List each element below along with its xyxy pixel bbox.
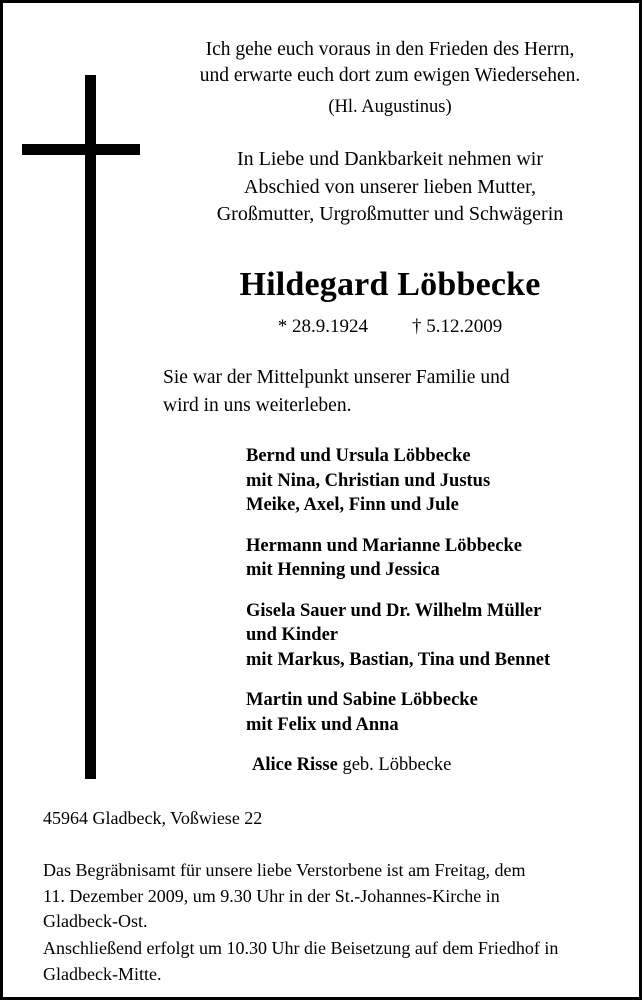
epitaph-quote-line-1: Ich gehe euch voraus in den Frieden des Herrn, <box>205 39 575 60</box>
memorial-line-1: Sie war der Mittelpunkt unserer Familie und <box>163 367 510 388</box>
obituary-inner <box>3 3 639 997</box>
address-text: 45964 Gladbeck, Voßwiese 22 <box>43 808 263 828</box>
intro-line-3: Großmutter, Urgroßmutter und Schwägerin <box>216 203 564 225</box>
cross-icon-vertical <box>85 75 96 779</box>
family-line: Gisela Sauer und Dr. Wilhelm Müller <box>246 600 542 621</box>
epitaph-quote-line-2: und erwarte euch dort zum ewigen Wiedersehen. <box>199 65 581 86</box>
family-group <box>246 444 638 518</box>
burial-line-2: Gladbeck-Mitte. <box>43 963 162 984</box>
family-group <box>246 599 638 673</box>
family-line <box>252 753 638 778</box>
family-line: mit Nina, Christian und Justus <box>246 470 491 491</box>
family-group <box>246 753 638 778</box>
family-member-maiden-name: geb. Löbbecke <box>337 755 452 775</box>
deceased-name: Hildegard Löbbecke <box>239 266 541 303</box>
death-date: † 5.12.2009 <box>412 316 503 337</box>
intro-line-2: Abschied von unserer lieben Mutter, <box>244 175 536 198</box>
family-line: Martin und Sabine Löbbecke <box>246 690 478 710</box>
funeral-line-1: Das Begräbnisamt für unsere liebe Verstorbene ist am Freitag, dem <box>43 860 526 880</box>
memorial-text <box>163 364 633 420</box>
family-list <box>246 444 638 778</box>
family-member-name: Alice Risse <box>252 755 338 775</box>
family-line: Bernd und Ursula Löbbecke <box>246 446 471 466</box>
intro-line-1: In Liebe und Dankbarkeit nehmen wir <box>236 148 543 170</box>
family-line: mit Henning und Jessica <box>246 560 440 580</box>
family-line: mit Felix und Anna <box>246 714 399 735</box>
epitaph-quote-source: (Hl. Augustinus) <box>328 97 452 117</box>
burial-line-1: Anschließend erfolgt um 10.30 Uhr die Beisetzung auf dem Friedhof in <box>43 938 559 958</box>
memorial-line-2: wird in uns weiterleben. <box>163 395 352 416</box>
funeral-service-text <box>43 858 613 935</box>
family-group <box>246 688 638 737</box>
funeral-line-2: 11. Dezember 2009, um 9.30 Uhr in der St.-Johannes-Kirche in <box>43 885 500 906</box>
cross-icon-horizontal <box>22 144 140 155</box>
burial-text <box>43 936 613 987</box>
family-line: Meike, Axel, Finn und Jule <box>246 495 459 515</box>
birth-date: * 28.9.1924 <box>277 316 368 337</box>
family-line: mit Markus, Bastian, Tina und Bennet <box>246 649 551 670</box>
intro-text <box>149 146 631 229</box>
epitaph-quote <box>153 37 627 89</box>
family-line: und Kinder <box>246 625 339 645</box>
family-group <box>246 534 638 583</box>
family-line: Hermann und Marianne Löbbecke <box>246 535 522 556</box>
funeral-line-3: Gladbeck-Ost. <box>43 911 148 931</box>
deceased-dates <box>149 314 631 340</box>
